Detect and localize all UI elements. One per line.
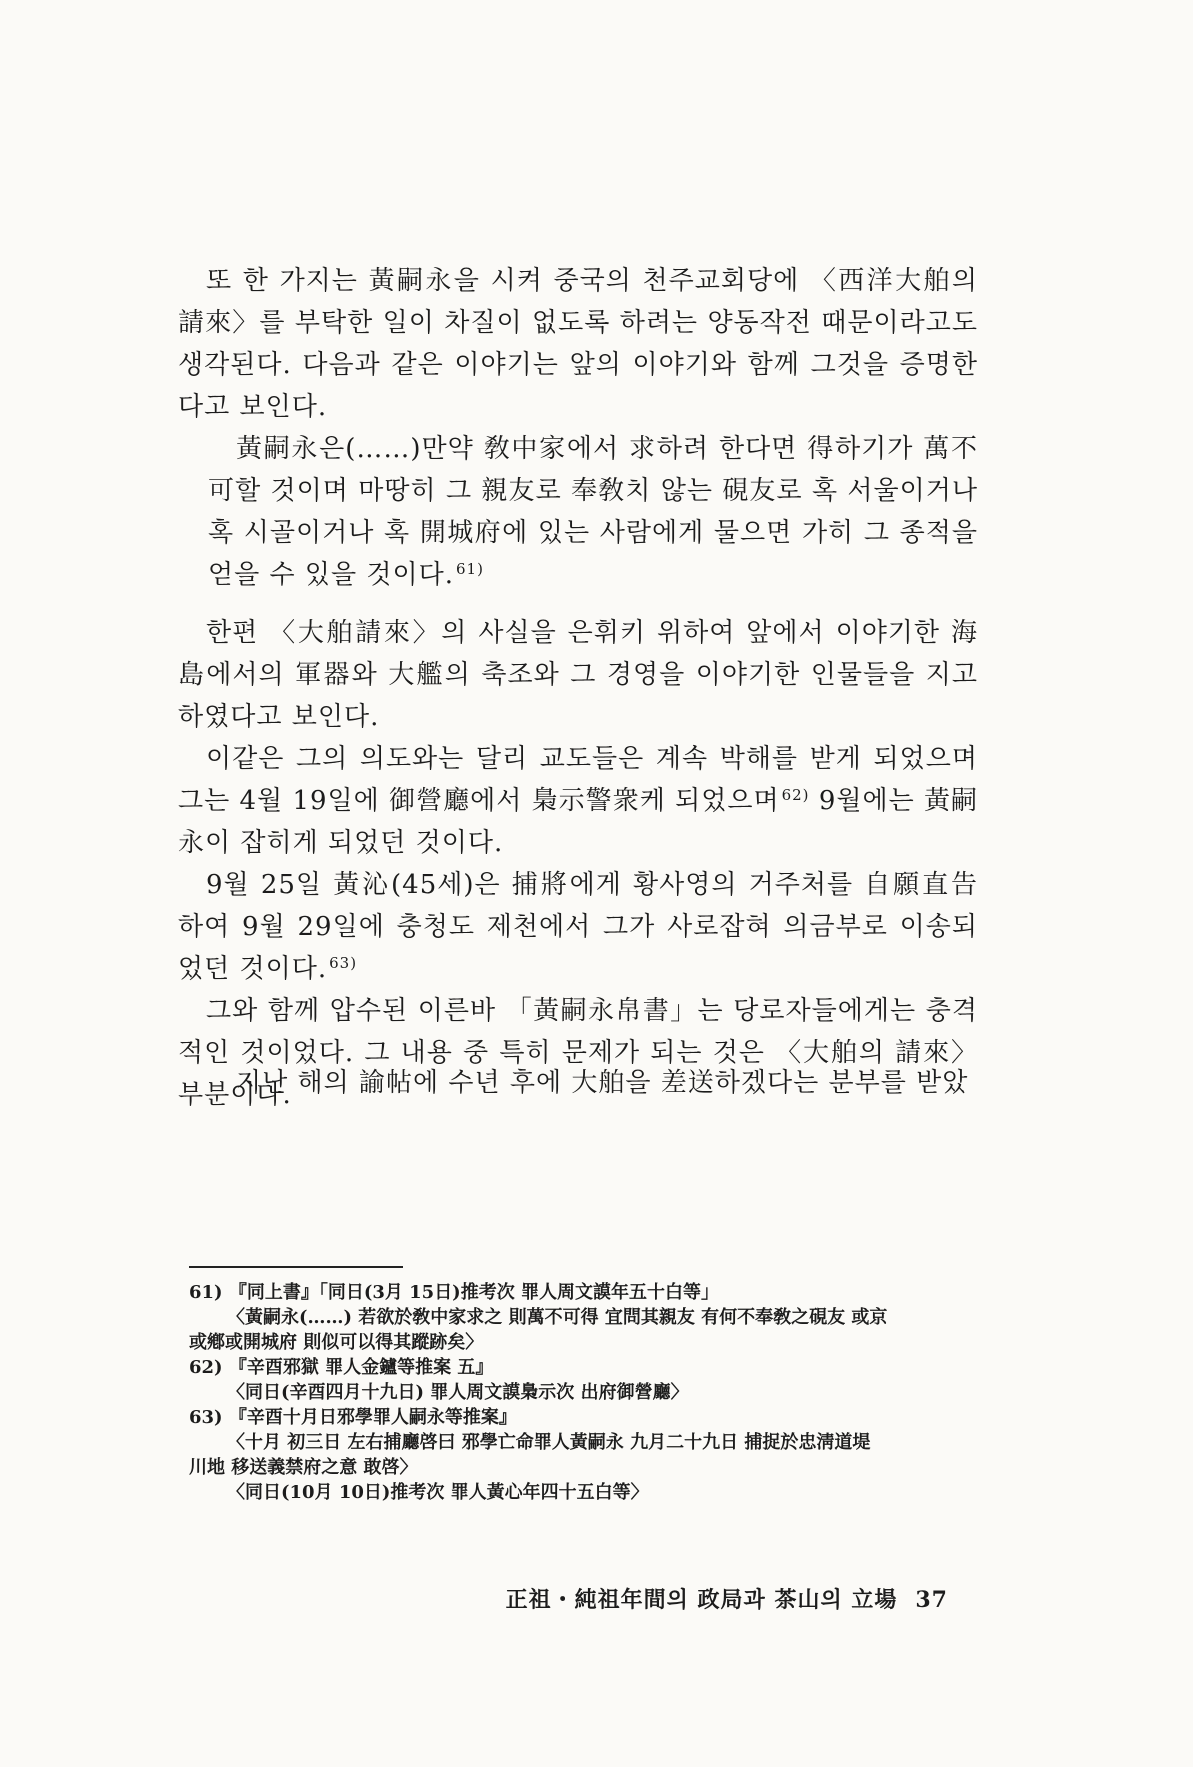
footnote-ref-62: 62) <box>781 786 810 804</box>
footnote-62-line-1: 62) 『辛酉邪獄 罪人金鑪等推案 五』 <box>189 1357 494 1378</box>
paragraph-3-part-1: 이같은 그의 의도와는 달리 교도들은 계속 박해를 받게 되었으며 그는 4월 19일에 御營廳에서 梟示警衆케 되었으며 <box>178 744 978 816</box>
paragraph-3 <box>178 738 978 864</box>
footnote-63-line-2: 〈十月 初三日 左右捕廳啓曰 邪學亡命罪人黃嗣永 九月二十九日 捕捉於忠淸道堤 <box>227 1432 871 1453</box>
paragraph-4-text: 9월 25일 黃沁(45세)은 捕將에게 황사영의 거주처를 自願直告하여 9월 29일에 충청도 제천에서 그가 사로잡혀 의금부로 이송되었던 것이다. <box>178 870 978 984</box>
footnote-63-line-1: 63) 『辛酉十月日邪學罪人嗣永等推案』 <box>189 1407 517 1428</box>
footnote-ref-61: 61) <box>456 560 484 578</box>
paragraph-4 <box>178 864 978 990</box>
running-title: 正祖・純祖年間의 政局과 茶山의 立場 <box>505 1587 898 1613</box>
footnote-61-line-1: 61) 『同上書』「同日(3月 15日)推考次 罪人周文謨年五十白等」 <box>189 1282 719 1303</box>
quotation-2: 지난 해의 諭帖에 수년 후에 大舶을 差送하겠다는 분부를 받았 <box>236 1068 969 1098</box>
footnote-61-line-2: 〈黃嗣永(……) 若欲於敎中家求之 則萬不可得 宜問其親友 有何不奉敎之硯友 或京 <box>227 1307 888 1328</box>
quotation-1 <box>178 428 978 596</box>
footnote-62-line-2: 〈同日(辛酉四月十九日) 罪人周文謨梟示次 出府御營廳〉 <box>227 1382 689 1403</box>
footnote-63-line-4: 〈同日(10月 10日)推考次 罪人黃心年四十五白等〉 <box>227 1482 649 1503</box>
paragraph-1: 또 한 가지는 黃嗣永을 시켜 중국의 천주교회당에 〈西洋大舶의 請來〉를 부탁한 일이 차질이 없도록 하려는 양동작전 때문이라고도 생각된다. 다음과 같은 이야기는 앞의 이야기와 함께 그것을 증명한다고 보인다. <box>178 266 978 422</box>
footnote-rule <box>189 1266 403 1268</box>
paragraph-5: 그와 함께 압수된 이른바 「黃嗣永帛書」는 당로자들에게는 충격적인 것이었다. 그 내용 중 특히 문제가 되는 것은 〈大舶의 請來〉 부분이다. <box>178 996 978 1110</box>
paragraph-2-block <box>178 612 978 1116</box>
paragraph-3-part-2: 9월에는 黃嗣永이 잡히게 되었던 것이다. <box>178 786 979 858</box>
footnotes <box>189 1280 989 1505</box>
quotation-1-text: 黃嗣永은(……)만약 敎中家에서 求하려 한다면 得하기가 萬不可할 것이며 마땅히 그 親友로 奉敎치 않는 硯友로 혹 서울이거나 혹 시골이거나 혹 開城府에 있는 사람에게 물으면 가히 그 종적을 얻을 수 있을 것이다. <box>208 434 978 590</box>
page-footer <box>506 1583 948 1614</box>
footnote-63-line-3: 川地 移送義禁府之意 敢啓〉 <box>189 1457 418 1478</box>
footnote-61-line-3: 或鄕或開城府 則似可以得其蹤跡矣〉 <box>189 1332 484 1353</box>
footnote-ref-63: 63) <box>329 954 358 972</box>
paragraph-2: 한편 〈大舶請來〉의 사실을 은휘키 위하여 앞에서 이야기한 海島에서의 軍器와 大艦의 축조와 그 경영을 이야기한 인물들을 지고하였다고 보인다. <box>178 618 978 732</box>
quotation-2-block <box>178 1062 978 1104</box>
quotation-1-block <box>178 428 978 596</box>
paragraph-1-block <box>178 260 978 428</box>
page-number: 37 <box>915 1587 948 1613</box>
